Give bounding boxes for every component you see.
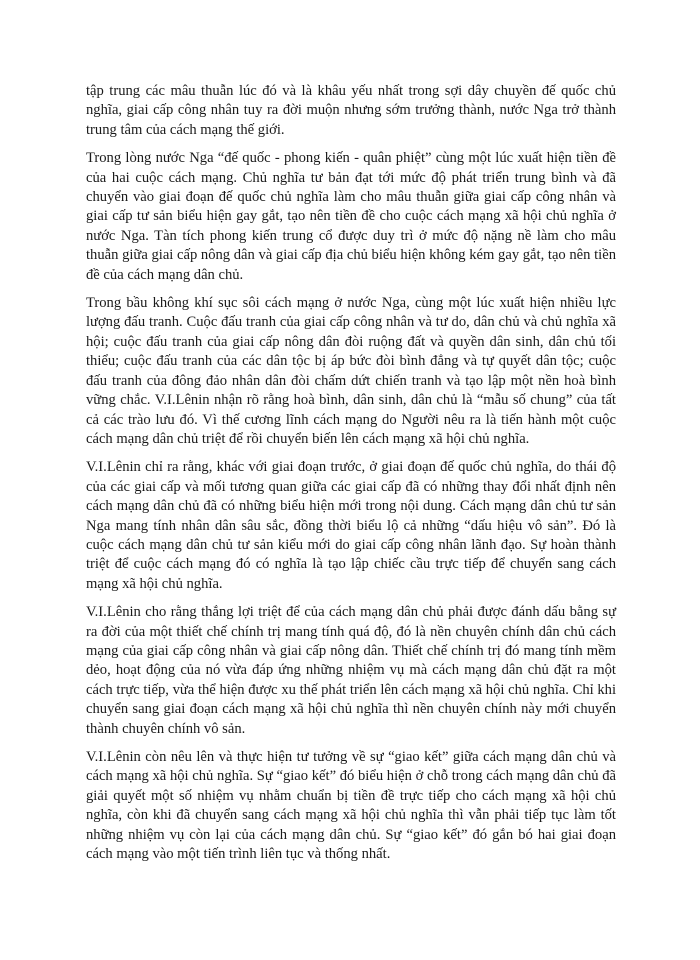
document-body xyxy=(86,82,616,873)
paragraph-6: V.I.Lênin còn nêu lên và thực hiện tư tưởng về sự “giao kết” giữa cách mạng dân chủ và cách mạng xã hội chủ nghĩa. Sự “giao kết” đó biểu hiện ở chỗ trong cách mạng dân chủ đã giải quyết một số nhiệm vụ nhằm chuẩn bị tiền đề trực tiếp cho cách mạng xã hội chủ nghĩa, còn khi đã chuyển sang cách mạng xã hội chủ nghĩa thì vẫn phải tiếp tục làm tốt những nhiệm vụ còn lại của cách mạng dân chủ. Sự “giao kết” đó gắn bó hai giai đoạn cách mạng vào một tiến trình liên tục và thống nhất. xyxy=(86,749,616,863)
paragraph-1: tập trung các mâu thuẫn lúc đó và là khâu yếu nhất trong sợi dây chuyền đế quốc chủ nghĩa, giai cấp công nhân tuy ra đời muộn nhưng sớm trưởng thành, nước Nga trở thành trung tâm của cách mạng thế giới. xyxy=(86,83,616,138)
paragraph-2: Trong lòng nước Nga “đế quốc - phong kiến - quân phiệt” cùng một lúc xuất hiện tiền đề của hai cuộc cách mạng. Chủ nghĩa tư bản đạt tới mức độ phát triển trung bình và đã chuyển vào giai đoạn đế quốc chủ nghĩa làm cho mâu thuẫn giữa giai cấp công nhân và giai cấp tư sản biểu hiện gay gắt, tạo nên tiền đề cho cuộc cách mạng xã hội chủ nghĩa ở nước Nga. Tàn tích phong kiến trung cổ được duy trì ở mức độ nặng nề làm cho mâu thuẫn giữa giai cấp nông dân và giai cấp địa chủ biểu hiện không kém gay gắt, tạo nên tiền đề của cách mạng dân chủ. xyxy=(86,150,616,283)
paragraph-3: Trong bầu không khí sục sôi cách mạng ở nước Nga, cùng một lúc xuất hiện nhiều lực lượng đấu tranh. Cuộc đấu tranh của giai cấp công nhân và tư do, dân chủ và chủ nghĩa xã hội; cuộc đấu tranh của giai cấp nông dân đòi ruộng đất và quyền dân sinh, dân chủ tối thiểu; cuộc đấu tranh của các dân tộc bị áp bức đòi bình đẳng và tự quyết dân tộc; cuộc đấu tranh của đông đảo nhân dân đòi chấm dứt chiến tranh và tạo lập một nền hoà bình vững chắc. V.I.Lênin nhận rõ rằng hoà bình, dân sinh, dân chủ là “mẫu số chung” của tất cả các trào lưu đó. Vì thế cương lĩnh cách mạng do Người nêu ra là tiến hành một cuộc cách mạng dân chủ triệt để rồi chuyển biến lên cách mạng xã hội chủ nghĩa. xyxy=(86,295,616,447)
paragraph-5: V.I.Lênin cho rằng thắng lợi triệt để của cách mạng dân chủ phải được đánh dấu bằng sự ra đời của một thiết chế chính trị mang tính quá độ, đó là nền chuyên chính dân chủ cách mạng của giai cấp công nhân và giai cấp nông dân. Thiết chế chính trị đó mang tính mềm dẻo, hoạt động của nó vừa đáp ứng những nhiệm vụ mà cách mạng dân chủ đặt ra một cách trực tiếp, vừa thể hiện được xu thế phát triển lên cách mạng xã hội chủ nghĩa. Chỉ khi chuyển sang giai đoạn cách mạng xã hội chủ nghĩa thì nền chuyên chính này mới chuyển thành chuyên chính vô sản. xyxy=(86,604,616,737)
paragraph-4: V.I.Lênin chỉ ra rằng, khác với giai đoạn trước, ở giai đoạn đế quốc chủ nghĩa, do thái độ của các giai cấp và mối tương quan giữa các giai cấp đã có những thay đổi nhất định nên cách mạng dân chủ đã có những biểu hiện mới trong nội dung. Cách mạng dân chủ tư sản Nga mang tính nhân dân sâu sắc, đồng thời biểu lộ cả những “dấu hiệu vô sản”. Đó là cuộc cách mạng dân chủ tư sản kiểu mới do giai cấp công nhân lãnh đạo. Sự hoàn thành triệt để cuộc cách mạng đó có nghĩa là tạo lập chiếc cầu trực tiếp để chuyển sang cách mạng xã hội chủ nghĩa. xyxy=(86,459,616,592)
